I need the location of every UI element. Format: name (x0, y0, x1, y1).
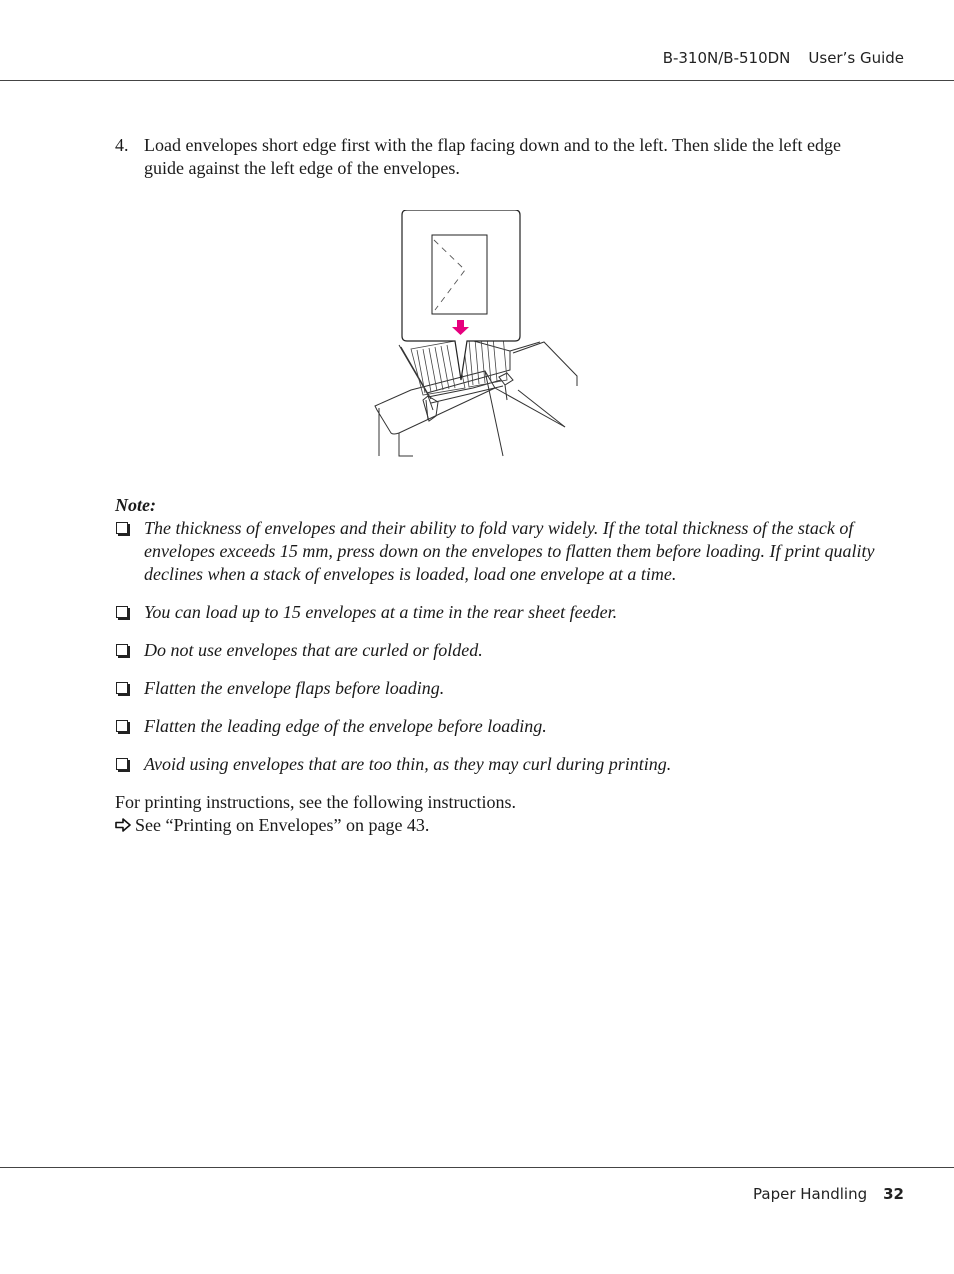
note-item (115, 715, 885, 738)
header-model: B-310N/B-510DN (662, 49, 791, 67)
checkbox-bullet-icon (116, 522, 128, 534)
note-item-text: Do not use envelopes that are curled or folded. (144, 640, 483, 660)
checkbox-bullet-icon (116, 682, 128, 694)
note-item (115, 677, 885, 700)
checkbox-bullet-icon (116, 758, 128, 770)
checkbox-bullet-icon (116, 606, 128, 618)
footer-rule (0, 1167, 954, 1168)
see-reference[interactable] (115, 814, 885, 837)
note-item (115, 639, 885, 662)
note-item-text: Flatten the leading edge of the envelope before loading. (144, 716, 547, 736)
note-item (115, 601, 885, 624)
step-4 (115, 134, 885, 180)
printing-instructions-text: For printing instructions, see the following instructions. (115, 792, 516, 812)
note-item (115, 517, 885, 586)
step-number: 4. (115, 135, 129, 155)
printer-illustration-svg (373, 210, 583, 458)
printer-envelope-loading-illustration (373, 210, 583, 458)
page-number: 32 (883, 1185, 904, 1203)
header-guide-title: User’s Guide (808, 49, 904, 67)
footer-section: Paper Handling (753, 1185, 868, 1203)
note-item-text: Avoid using envelopes that are too thin, as they may curl during printing. (144, 754, 672, 774)
note-item-text: You can load up to 15 envelopes at a time in the rear sheet feeder. (144, 602, 618, 622)
note-item-text: The thickness of envelopes and their ability to fold vary widely. If the total thickness of the stack of envelopes exceeds 15 mm, press down on the envelopes to flatten them before loading. If print quality declines when a stack of envelopes is loaded, load one envelope at a time. (144, 518, 875, 584)
page-footer (753, 1185, 904, 1203)
step-text: Load envelopes short edge first with the flap facing down and to the left. Then slide the left edge guide against the left edge of the envelopes. (144, 135, 841, 178)
checkbox-bullet-icon (116, 644, 128, 656)
reference-link[interactable]: See “Printing on Envelopes” on page 43. (135, 815, 430, 835)
arrow-right-icon (115, 818, 131, 832)
page-header (0, 0, 954, 81)
page-content (115, 134, 885, 837)
note-heading: Note: (115, 495, 156, 515)
checkbox-bullet-icon (116, 720, 128, 732)
note-list (115, 517, 885, 776)
header-text (663, 49, 904, 67)
note-item (115, 753, 885, 776)
note-item-text: Flatten the envelope flaps before loading. (144, 678, 445, 698)
